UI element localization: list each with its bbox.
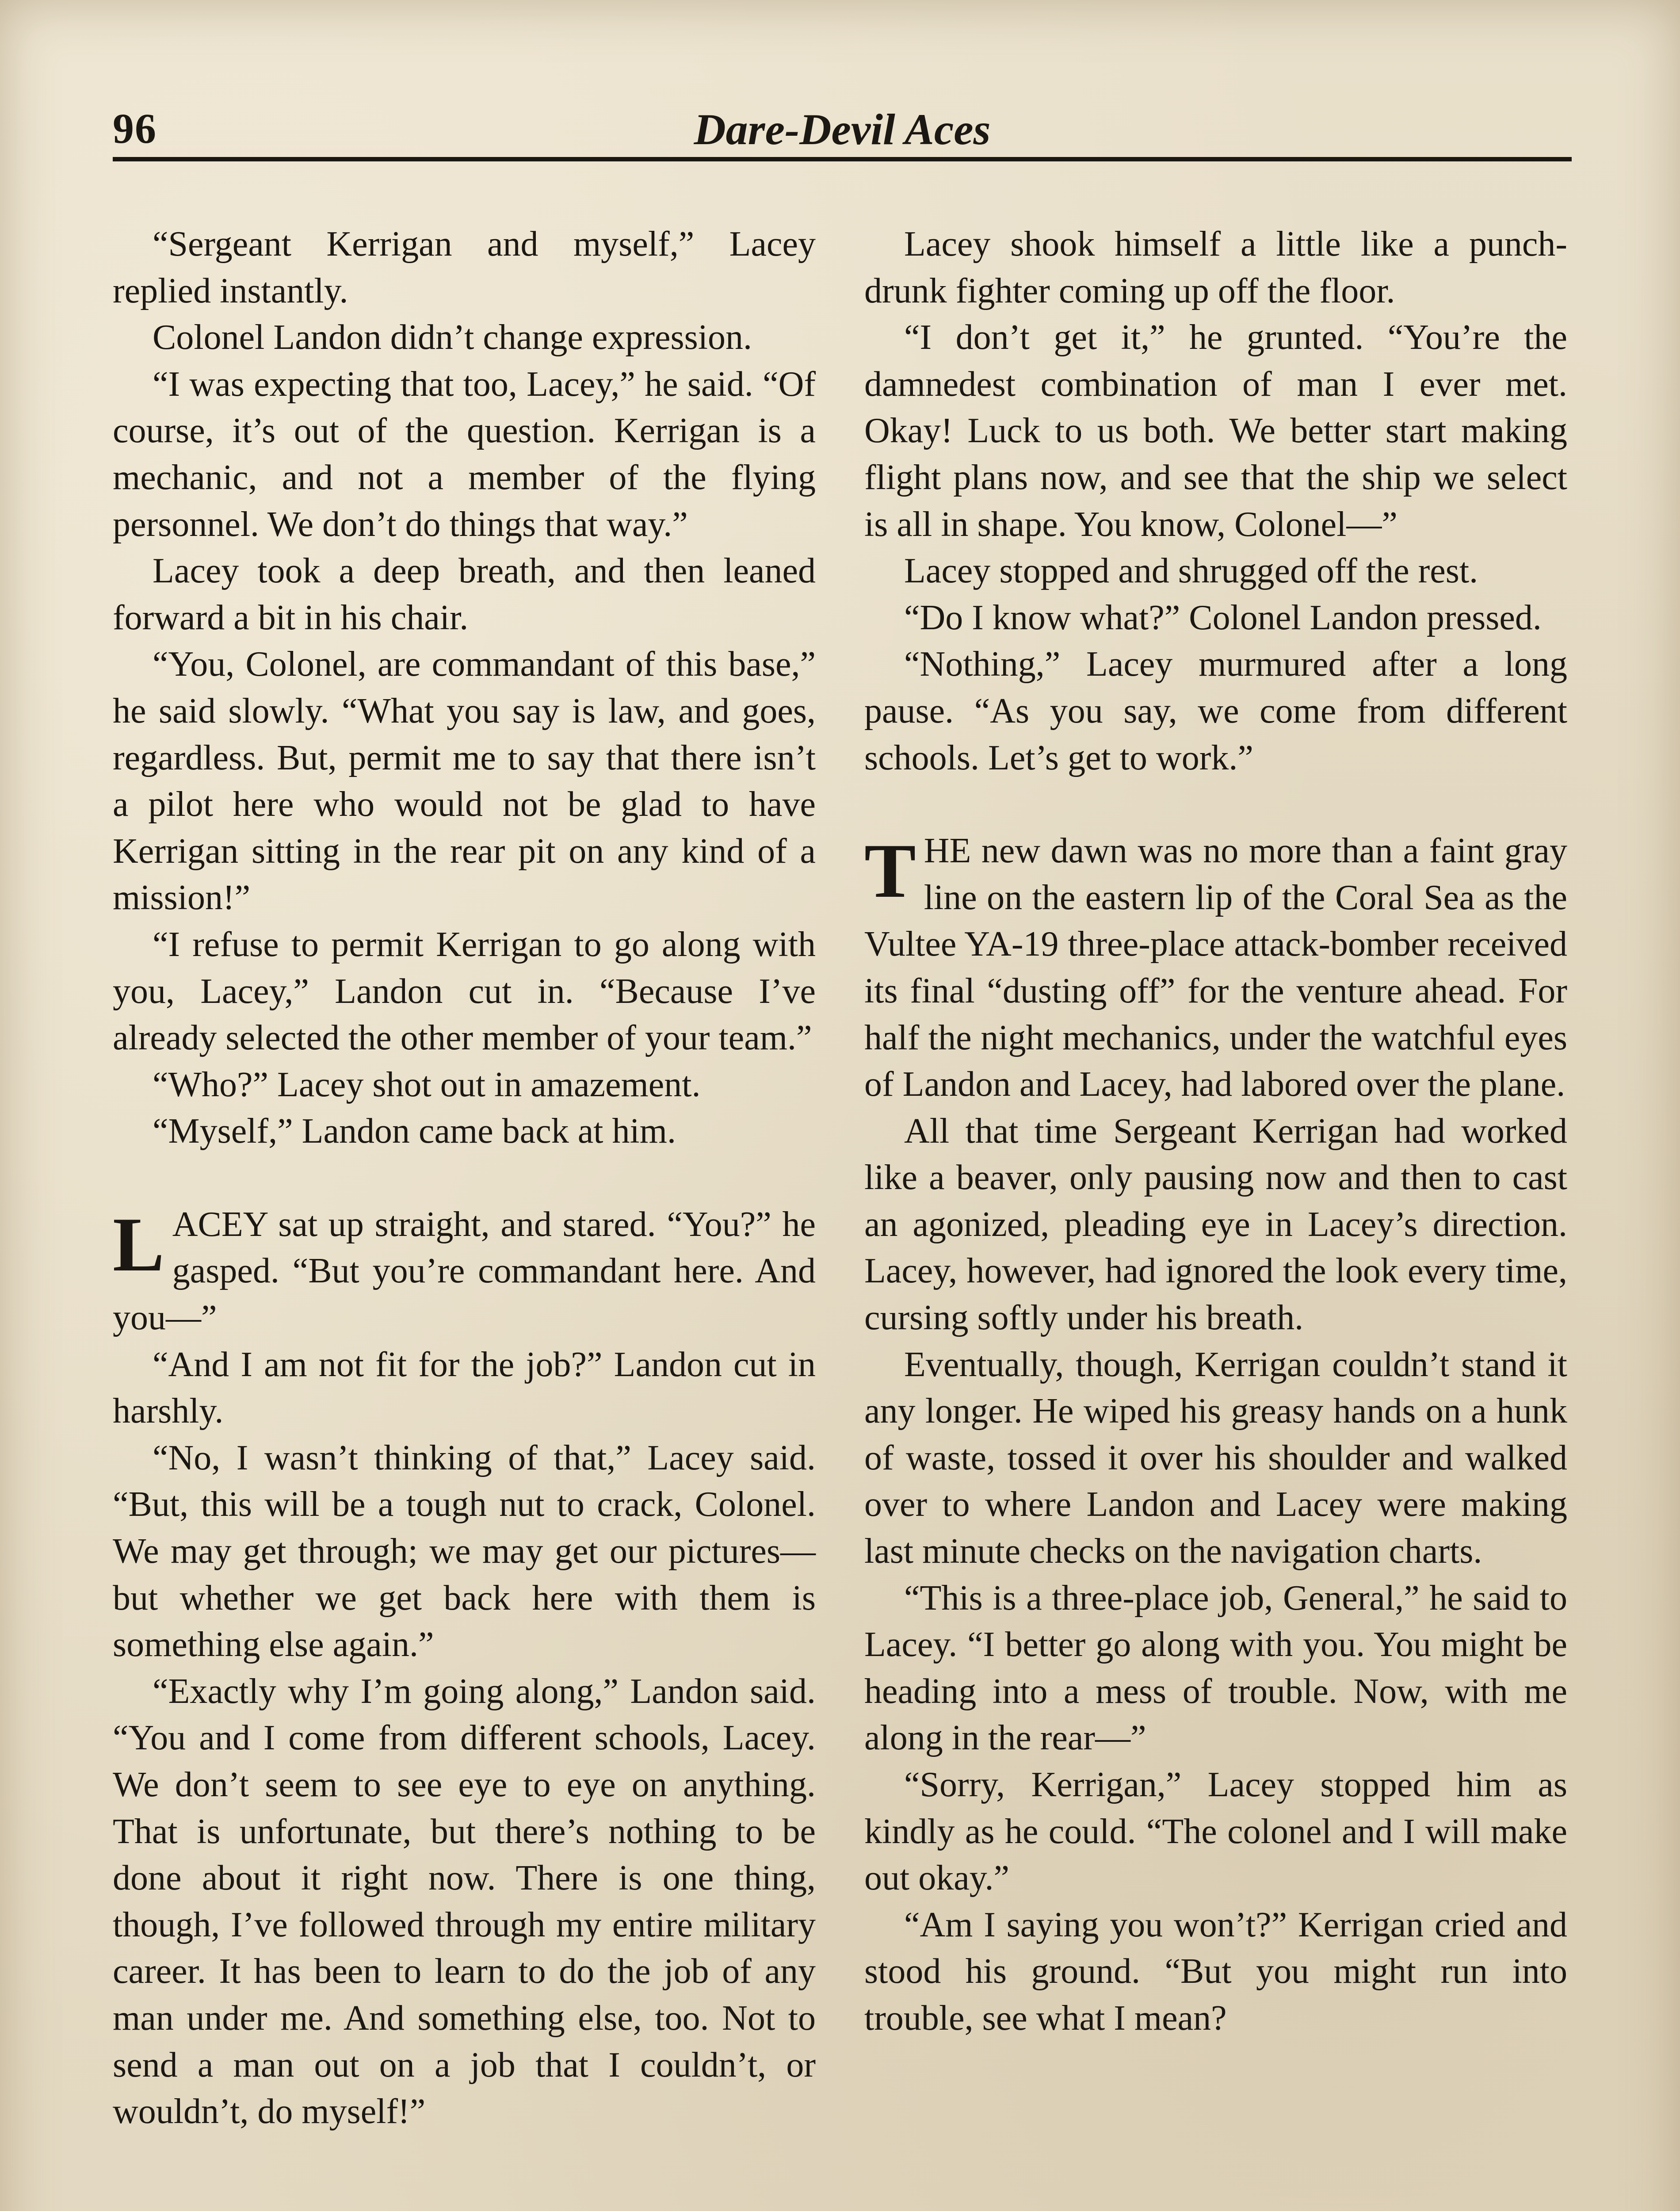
opening-text: ACEY sat up straight, and stared. “You?” he gasped. “But you’re commandant here. And you—”: [113, 1205, 816, 1338]
paragraph: “I don’t get it,” he grunted. “You’re the damnedest combination of man I ever met. Okay! Luck to us both. We better start making flight plans now, and see that the ship we select is all in shape. You know, Colonel—”: [864, 318, 1567, 544]
paragraph: Lacey stopped and shrugged off the rest.: [904, 551, 1478, 591]
drop-cap: L: [113, 1201, 164, 1287]
paragraph: “Myself,” Landon came back at him.: [153, 1112, 676, 1151]
paragraph: “And I am not fit for the job?” Landon cut in harshly.: [113, 1345, 816, 1431]
paragraph: “Am I saying you won’t?” Kerrigan cried and stood his ground. “But you might run into trouble, see what I mean?: [864, 1905, 1567, 2038]
opening-text: HE new dawn was no more than a faint gray line on the eastern lip of the Coral Sea as the Vultee YA-19 three-place attack-bomber received its final “dusting off” for the venture ahead. For half the night mechanics, under the watchful eyes of Landon and Lacey, had labored over the plane.: [864, 831, 1567, 1104]
paragraph: “This is a three-place job, General,” he said to Lacey. “I better go along with you. You might be heading into a mess of trouble. Now, with me along in the rear—”: [864, 1578, 1567, 1758]
running-title: Dare-Devil Aces: [694, 105, 991, 154]
paragraph: “Sergeant Kerrigan and myself,” Lacey replied instantly.: [113, 225, 816, 310]
section-opening: [864, 828, 1567, 1108]
paragraph: Colonel Landon didn’t change expression.: [153, 318, 752, 357]
drop-cap: T: [864, 828, 916, 914]
paragraph: “Do I know what?” Colonel Landon pressed.: [904, 598, 1542, 637]
page-number: 96: [113, 105, 157, 152]
paragraph: “Exactly why I’m going along,” Landon said. “You and I come from different schools, Lacey. We don’t seem to see eye to eye on anything. That is unfortunate, but there’s nothing to be done about it right now. There is one thing, though, I’ve followed through my entire military career. It has been to learn to do the job of any man under me. And something else, too. Not to send a man out on a job that I couldn’t, or wouldn’t, do myself!”: [113, 1672, 816, 2131]
paragraph: “I refuse to permit Kerrigan to go along with you, Lacey,” Landon cut in. “Because I’ve already selected the other member of your team.”: [113, 925, 816, 1058]
paragraph: “Sorry, Kerrigan,” Lacey stopped him as kindly as he could. “The colonel and I will make out okay.”: [864, 1765, 1567, 1898]
header-rule: [113, 157, 1572, 161]
paragraph: “No, I wasn’t thinking of that,” Lacey said. “But, this will be a tough nut to crack, Colonel. We may get through; we may get our pictures—but whether we get back here with them is something else again.”: [113, 1438, 816, 1664]
paragraph: “Who?” Lacey shot out in amazement.: [153, 1065, 701, 1104]
paragraph: Lacey took a deep breath, and then leaned forward a bit in his chair.: [113, 551, 816, 637]
section-opening: [113, 1201, 816, 1342]
right-column: [864, 221, 1567, 2042]
left-column: [113, 221, 816, 2135]
paragraph: Eventually, though, Kerrigan couldn’t stand it any longer. He wiped his greasy hands on a hunk of waste, tossed it over his shoulder and walked over to where Landon and Lacey were making last minute checks on the navigation charts.: [864, 1345, 1567, 1571]
paragraph: Lacey shook himself a little like a punch-drunk fighter coming up off the floor.: [864, 225, 1567, 310]
paragraph: “Nothing,” Lacey murmured after a long pause. “As you say, we come from different schools. Let’s get to work.”: [864, 645, 1567, 777]
paragraph: “I was expecting that too, Lacey,” he said. “Of course, it’s out of the question. Kerrigan is a mechanic, and not a member of the flying personnel. We don’t do things that way.”: [113, 364, 816, 544]
paragraph: “You, Colonel, are commandant of this base,” he said slowly. “What you say is law, and goes, regardless. But, permit me to say that there isn’t a pilot here who would not be glad to have Kerrigan sitting in the rear pit on any kind of a mission!”: [113, 645, 816, 918]
page-header: [113, 95, 1572, 161]
paragraph: All that time Sergeant Kerrigan had worked like a beaver, only pausing now and then to cast an agonized, pleading eye in Lacey’s direction. Lacey, however, had ignored the look every time, cursing softly under his breath.: [864, 1111, 1567, 1338]
